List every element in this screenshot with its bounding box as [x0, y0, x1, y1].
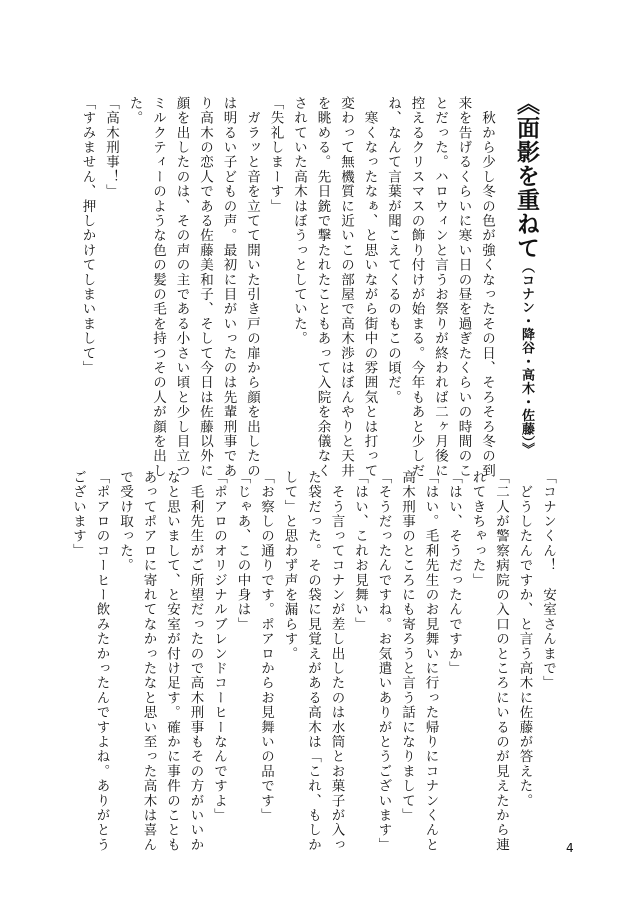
text-line: あってポアロに寄れてなかったなと思い至った高木は喜ん: [140, 470, 157, 853]
text-line: 顔を出したのは、その声の主である小さい頃と少し目立つ: [173, 96, 190, 479]
text-line: 寒くなったなぁ、と思いながら街中の雰囲気とは打って: [361, 96, 378, 479]
text-line: ミルクティーのような色の髪の毛を持つその人が顔を出し: [150, 96, 166, 479]
story-title: [510, 92, 543, 456]
text-line: 控えるクリスマスの飾り付けが始まる。今年もあと少しだ: [408, 96, 425, 479]
text-line: 「じゃあ、この中身は」: [234, 470, 251, 632]
text-line: 「コナンくん！ 安室さんまで」: [540, 470, 556, 691]
text-line: ね、なんて言葉が聞こえてくるのもこの頃だ。: [385, 96, 401, 405]
upper-text-block: [75, 96, 498, 478]
lower-text-block: [66, 470, 560, 852]
text-line: とだった。ハロウィンと言うお祭りが終われば二ヶ月後に: [432, 96, 448, 479]
text-line: を眺める。先日銃で撃たれたこともあって入院を余儀なく: [314, 96, 331, 479]
text-line: ガラッと音を立てて開いた引き戸の扉から顔を出したの: [244, 96, 260, 479]
text-line: なと思いまして、と安室が付け足す。確かに事件のことも: [164, 470, 180, 853]
text-line: 「お察しの通りです。ポアロからお見舞いの品です」: [258, 470, 274, 823]
text-line: 「失礼しまーす」: [267, 96, 284, 214]
text-line: 「はい、そうだったんですか」: [446, 470, 462, 676]
text-line: どうしたんですか、と言う高木に佐藤が答えた。: [516, 470, 533, 809]
text-line: は明るい子どもの声。最初に目がいったのは先輩刑事であ: [220, 96, 237, 479]
text-line: ございます」: [70, 470, 86, 559]
story-title-subtitle: （コナン・降谷・高木・佐藤）》: [519, 260, 534, 456]
text-line: で受け取った。: [117, 470, 133, 573]
text-line: 「はい。毛利先生のお見舞いに行った帰りにコナンくんと: [422, 470, 439, 853]
text-line: されていた高木はぼうっとしていた。: [291, 96, 307, 346]
text-line: そう言ってコナンが差し出したのは水筒とお菓子が入っ: [328, 470, 345, 853]
page-number: 4: [566, 841, 574, 855]
text-line: 「そうだったんですね。お気遣いありがとうございます」: [375, 470, 392, 853]
text-line: 来を告げるくらいに寒い日の昼を過ぎたくらいの時間のこ: [455, 96, 472, 479]
text-line: 「高木刑事！」: [103, 96, 119, 199]
story-title-main: 《面影を重ねて: [513, 92, 539, 260]
text-line: 「二人が警察病院の入口のところにいるのが見えたから連: [493, 470, 509, 853]
text-line: 高木刑事のところにも寄ろうと言う話になりまして」: [399, 470, 415, 823]
text-line: 「すみません、押しかけてしまいまして」: [79, 96, 96, 376]
text-line: 「ポアロのオリジナルブレンドコーヒーなんですよ」: [211, 470, 227, 823]
text-line: り高木の恋人である佐藤美和子、そして今日は佐藤以外に: [197, 96, 213, 479]
text-line: 秋から少し冬の色が強くなったその日、そろそろ冬の到: [479, 96, 495, 479]
text-line: 変わって無機質に近いこの部屋で高木渉はぼんやりと天井: [338, 96, 354, 479]
text-line: 「はい、これお見舞い」: [352, 470, 368, 632]
text-line: して」と思わず声を漏らす。: [281, 470, 298, 662]
text-line: た袋だった。その袋に見覚えがある高木は「これ、もしか: [305, 470, 321, 853]
text-line: た。: [126, 96, 143, 126]
text-line: 毛利先生がご所望だったので高木刑事もその方がいいか: [187, 470, 204, 853]
text-line: れてきちゃった」: [469, 470, 486, 588]
text-line: 「ポアロのコーヒー飲みたかったんですよね。ありがとう: [93, 470, 110, 853]
